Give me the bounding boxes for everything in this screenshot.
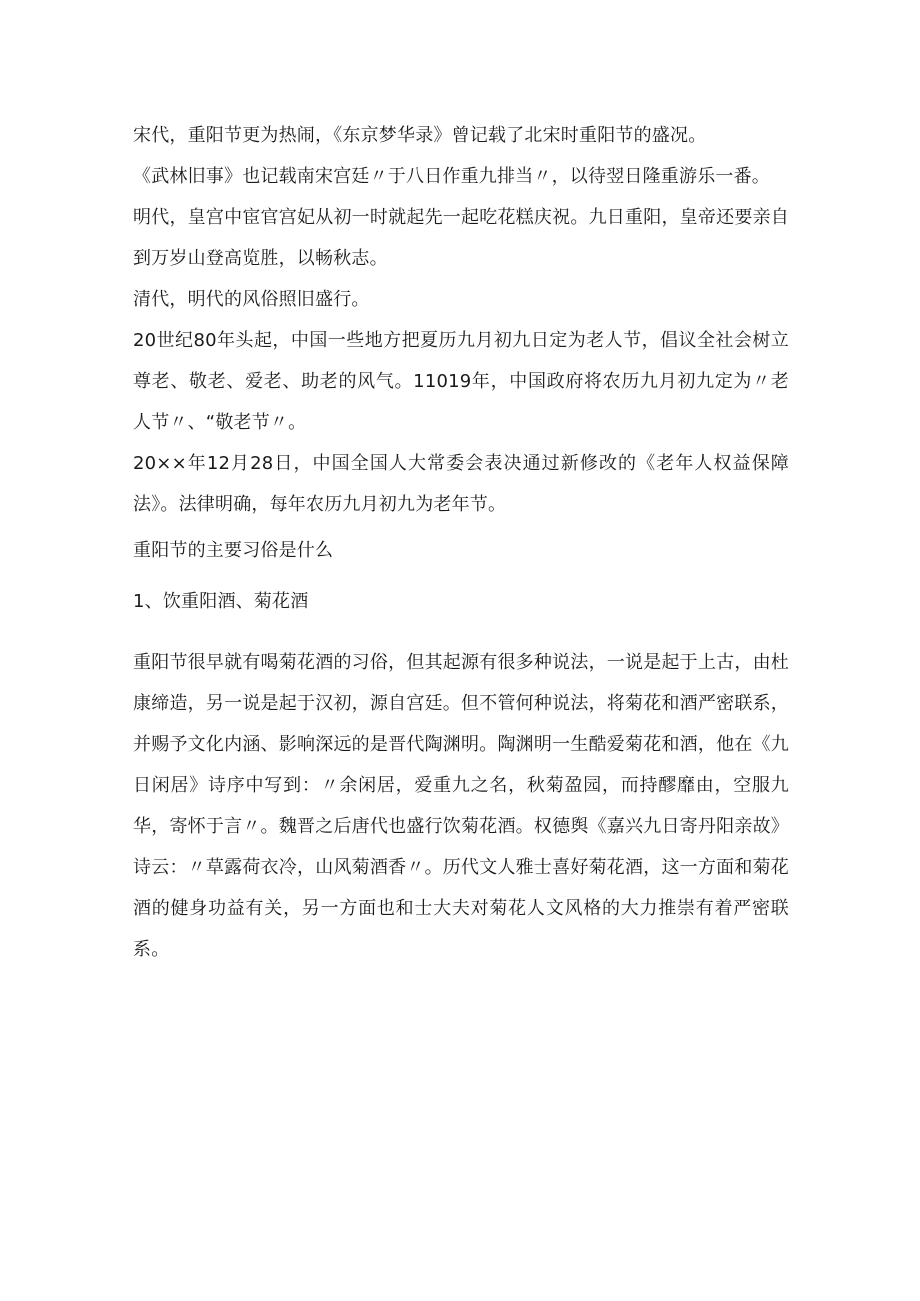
paragraph-wulin-jiushi: 《武林旧事》也记载南宋宫廷〃于八日作重九排当〃，以待翌日隆重游乐一番。 xyxy=(133,166,770,187)
document-body xyxy=(133,115,789,970)
item-heading: 1、饮重阳酒、菊花酒 xyxy=(133,591,309,612)
paragraph-elderly-day: 20世纪80年头起，中国一些地方把夏历九月初九日定为老人节，倡议全社会树立尊老、敬老、爱老、助老的风气。11019年，中国政府将农历九月初九定为〃老人节〃、“敬老节〃。 xyxy=(133,330,789,433)
paragraph-law: 20××年12月28日，中国全国人大常委会表决通过新修改的《老年人权益保障法》。法律明确，每年农历九月初九为老年节。 xyxy=(133,453,789,515)
paragraph-ming-dynasty: 明代，皇宫中宦官宫妃从初一时就起先一起吃花糕庆祝。九日重阳，皇帝还要亲自到万岁山登高览胜，以畅秋志。 xyxy=(133,207,789,269)
paragraph-qing-dynasty: 清代，明代的风俗照旧盛行。 xyxy=(133,289,370,310)
item-body: 重阳节很早就有喝菊花酒的习俗，但其起源有很多种说法，一说是起于上古，由杜康缔造，另一说是起于汉初，源自宫廷。但不管何种说法，将菊花和酒严密联系，并赐予文化内涵、影响深远的是晋代陶渊明。陶渊明一生酷爱菊花和酒，他在《九日闲居》诗序中写到：〃余闲居，爱重九之名，秋菊盈园，而持醪靡由，空服九华，寄怀于言〃。魏晋之后唐代也盛行饮菊花酒。权德舆《嘉兴九日寄丹阳亲故》诗云：〃草露荷衣冷，山风菊酒香〃。历代文人雅士喜好菊花酒，这一方面和菊花酒的健身功益有关，另一方面也和士大夫对菊花人文风格的大力推崇有着严密联系。 xyxy=(133,652,789,960)
section-heading: 重阳节的主要习俗是什么 xyxy=(133,540,334,561)
paragraph-song-dynasty: 宋代，重阳节更为热闹，《东京梦华录》曾记载了北宋时重阳节的盛况。 xyxy=(133,125,707,146)
